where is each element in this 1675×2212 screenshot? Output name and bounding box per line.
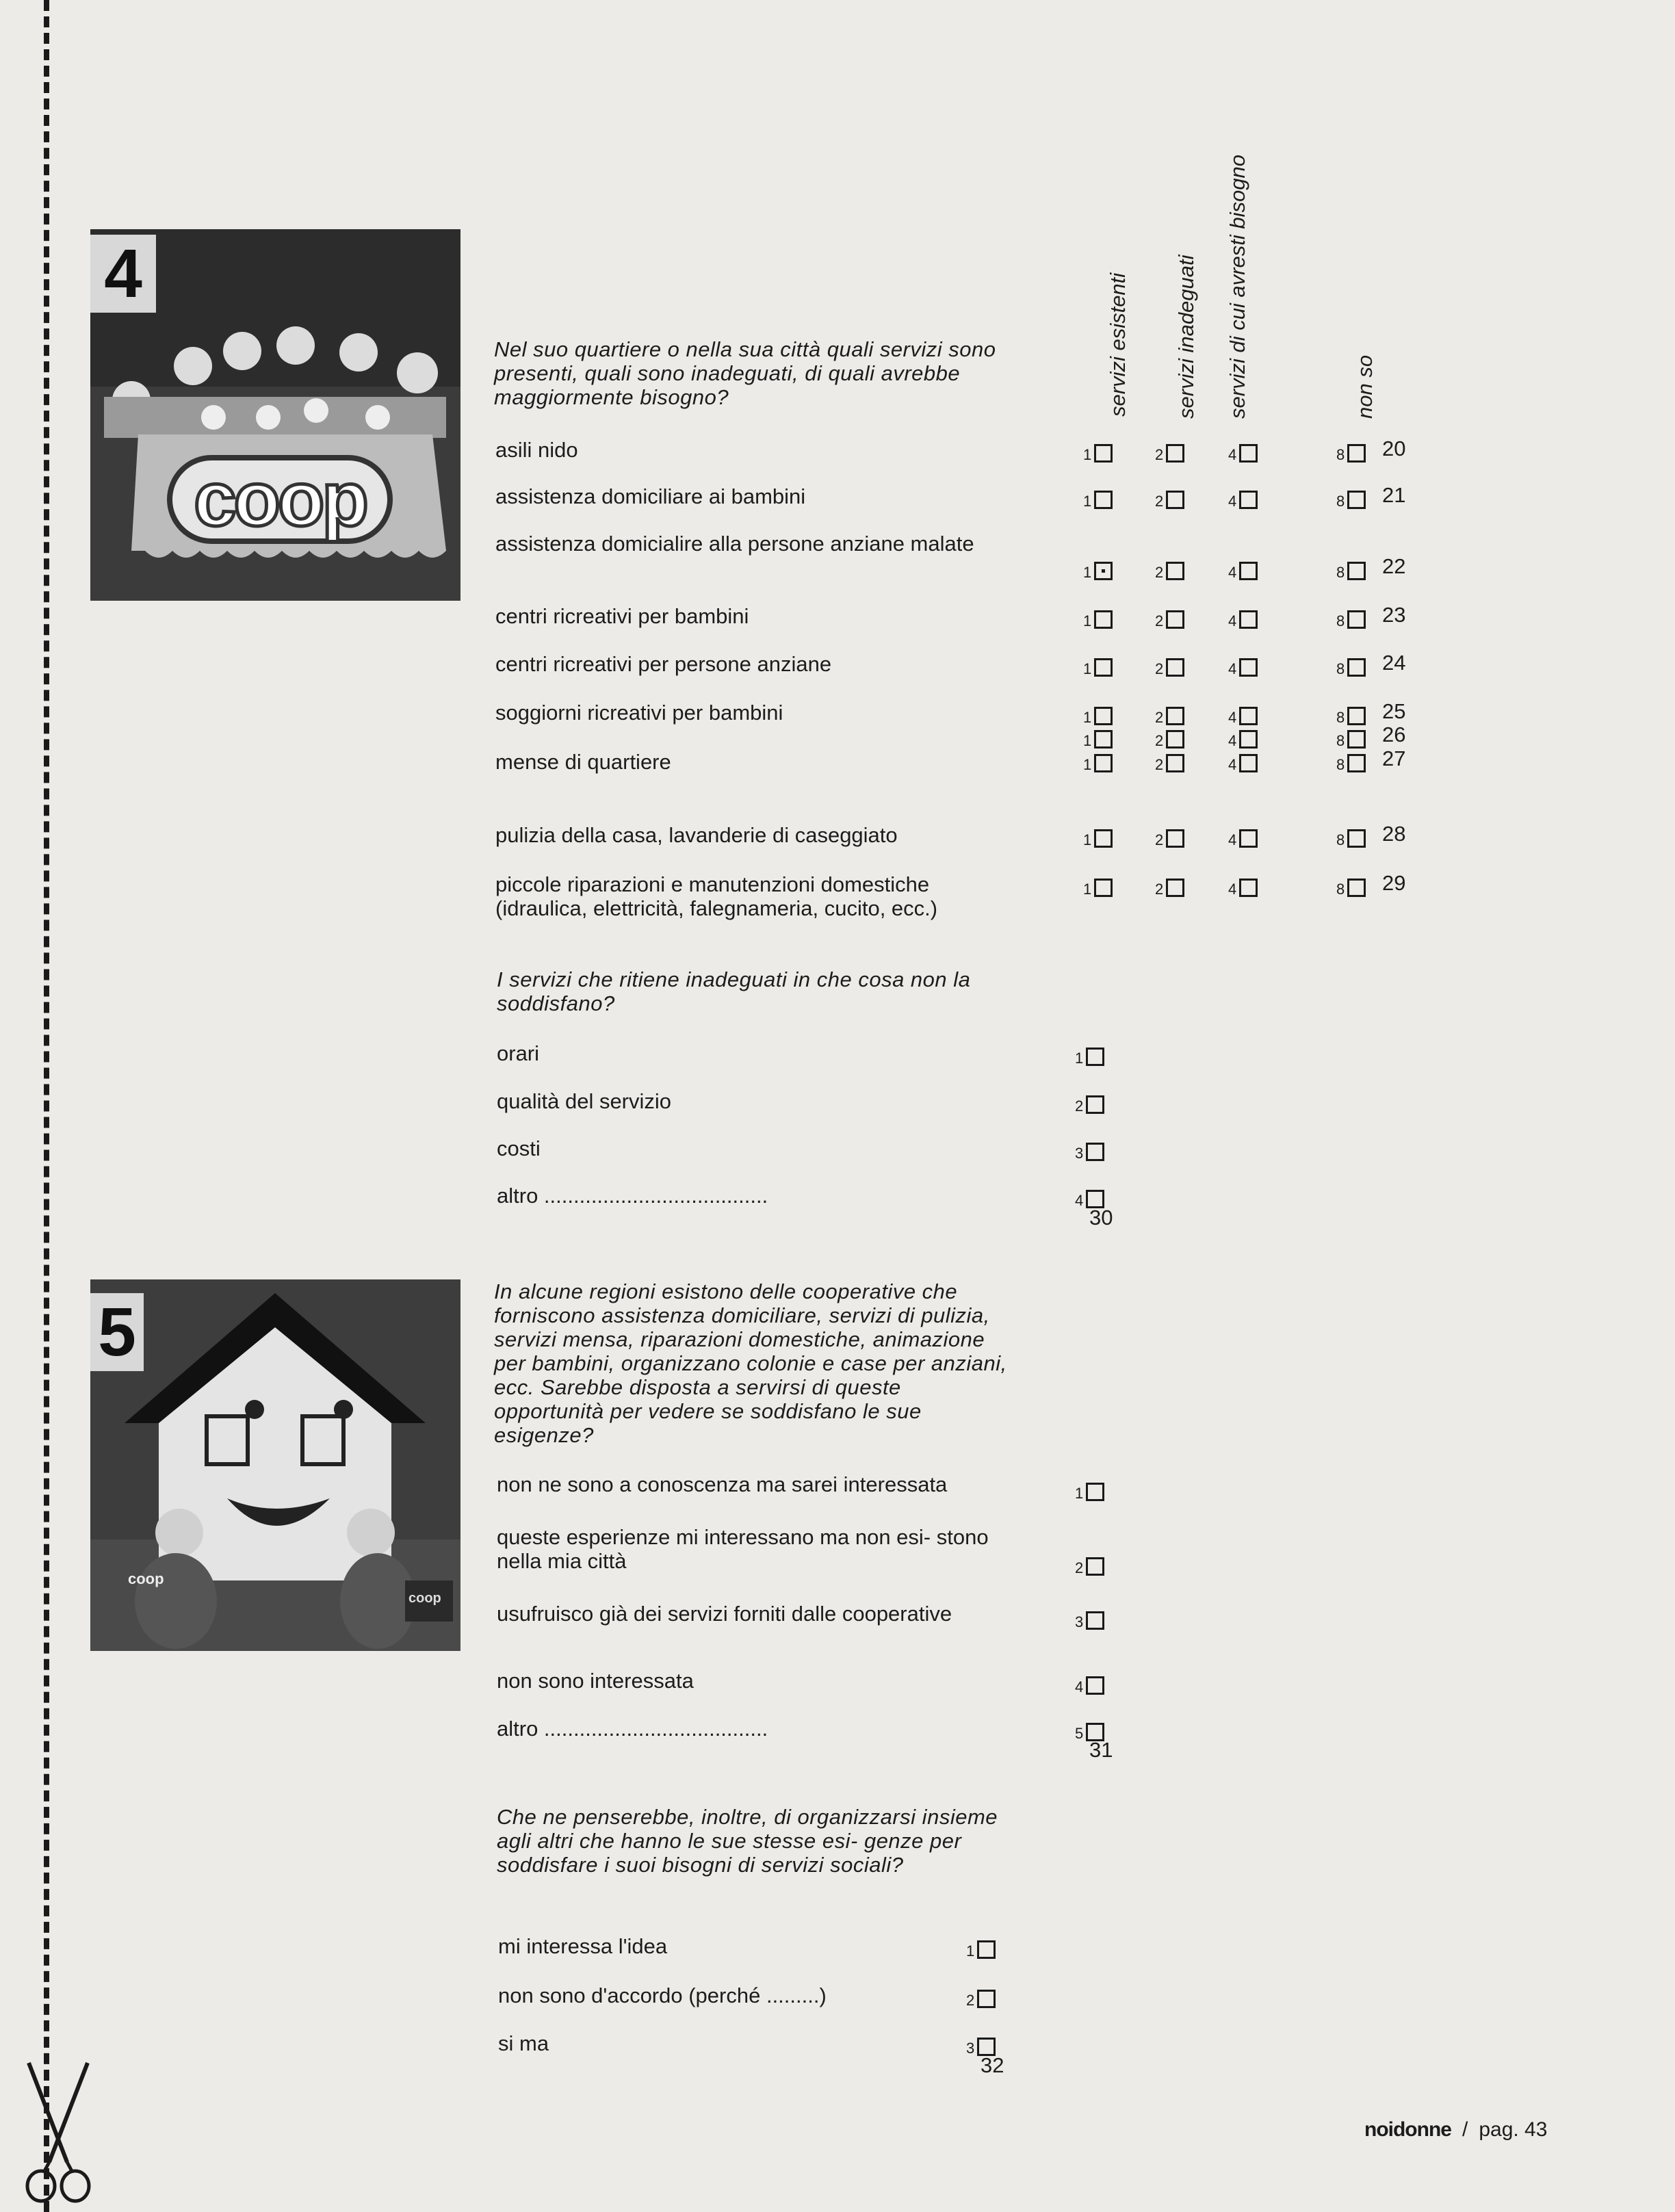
row-28-checkbox-1[interactable] <box>1083 823 1113 848</box>
checkbox-square[interactable] <box>1094 730 1113 749</box>
option-number: 8 <box>1336 564 1345 581</box>
section4-illustration <box>90 229 460 601</box>
option-number: 1 <box>1083 660 1092 677</box>
checkbox-square[interactable] <box>1239 879 1258 897</box>
row-29-checkbox-2[interactable] <box>1155 872 1184 897</box>
row-label-soggiorni-bambini: soggiorni ricreativi per bambini <box>495 701 783 725</box>
row-code-28: 28 <box>1382 822 1406 846</box>
option-number: 8 <box>1336 446 1345 463</box>
row-22-checkbox-4[interactable] <box>1228 556 1258 580</box>
inadequate-checkbox-4[interactable]: 4 <box>1075 1184 1104 1208</box>
row-label-asili-nido: asili nido <box>495 438 578 462</box>
checkbox-square[interactable] <box>1094 707 1113 725</box>
checkbox-square[interactable] <box>1166 879 1184 897</box>
checkbox-square[interactable] <box>1239 658 1258 677</box>
section4-number: 4 <box>90 235 156 313</box>
option-number: 1 <box>1083 493 1092 510</box>
row-22-checkbox-8[interactable] <box>1336 556 1366 580</box>
checkbox-square[interactable] <box>1347 707 1366 725</box>
checkbox-square[interactable] <box>1239 562 1258 580</box>
checkbox-square[interactable] <box>1094 754 1113 772</box>
row-29-checkbox-8[interactable] <box>1336 872 1366 897</box>
row-code-25: 25 <box>1382 699 1406 723</box>
option-number: 4 <box>1228 732 1237 749</box>
row-code-23: 23 <box>1382 603 1406 627</box>
checkbox-square[interactable] <box>1347 562 1366 580</box>
option-number: 1 <box>1083 709 1092 726</box>
option-number: 8 <box>1336 709 1345 726</box>
row-23-checkbox-4[interactable] <box>1228 604 1258 629</box>
header-servizi-esistenti: servizi esistenti <box>1106 272 1130 417</box>
row-20-checkbox-4[interactable] <box>1228 438 1258 463</box>
organize-code: 32 <box>981 2053 1004 2077</box>
section5-checkbox-5[interactable]: 5 <box>1075 1717 1104 1741</box>
option-number: 8 <box>1336 831 1345 848</box>
inadequate-costi: costi <box>497 1136 541 1160</box>
section5-question: In alcune regioni esistono delle cooperative che forniscono assistenza domiciliare, servizi di pulizia, servizi mensa, riparazioni domestiche, animazione per bambini, organizzano colonie e case per anziani, ecc. Sarebbe disposta a servirsi di queste opportunità per vedere se soddisfano le sue esigenze? <box>494 1279 1007 1447</box>
organize-question: Che ne penserebbe, inoltre, di organizzarsi insieme agli altri che hanno le sue stesse esi- genze per soddisfare i suoi bisogni di servizi sociali? <box>497 1805 998 1877</box>
section5-number: 5 <box>90 1293 144 1371</box>
row-24-checkbox-8[interactable] <box>1336 652 1366 677</box>
option-number: 2 <box>1155 493 1164 510</box>
checkbox-square[interactable] <box>1347 491 1366 509</box>
checkbox-square[interactable] <box>1166 491 1184 509</box>
option-number: 4 <box>1228 881 1237 898</box>
row-27-checkbox-4[interactable] <box>1228 748 1258 772</box>
inadequate-checkbox-2[interactable]: 2 <box>1075 1089 1104 1114</box>
option-number: 4 <box>1228 612 1237 629</box>
row-label-centri-bambini: centri ricreativi per bambini <box>495 604 749 628</box>
checkbox-square[interactable] <box>1166 562 1184 580</box>
checkbox-square[interactable] <box>1094 562 1113 580</box>
section4-question: Nel suo quartiere o nella sua città quali servizi sono presenti, quali sono inadeguati, di quali avrebbe maggiormente bisogno? <box>494 337 996 409</box>
row-21-checkbox-4[interactable] <box>1228 484 1258 509</box>
row-label-mense: mense di quartiere <box>495 750 671 774</box>
row-23-checkbox-1[interactable] <box>1083 604 1113 629</box>
checkbox-square[interactable] <box>1166 658 1184 677</box>
section5-checkbox-1[interactable]: 1 <box>1075 1476 1104 1501</box>
checkbox-square[interactable] <box>1347 444 1366 463</box>
row-22-checkbox-1[interactable] <box>1083 556 1113 580</box>
option-number: 2 <box>1155 732 1164 749</box>
section5-code: 31 <box>1089 1738 1113 1762</box>
footer-brand: noidonne <box>1364 2118 1451 2141</box>
organize-option-3: si ma <box>498 2031 549 2055</box>
row-24-checkbox-2[interactable] <box>1155 652 1184 677</box>
checkbox-square[interactable] <box>1094 658 1113 677</box>
checkbox-square[interactable] <box>1347 730 1366 749</box>
row-27-checkbox-2[interactable] <box>1155 748 1184 772</box>
row-label-riparazioni: piccole riparazioni e manutenzioni domestiche (idraulica, elettricità, falegnameria, cucito, ecc.) <box>495 872 938 920</box>
row-23-checkbox-2[interactable] <box>1155 604 1184 629</box>
option-number: 1 <box>1083 564 1092 581</box>
row-21-checkbox-1[interactable] <box>1083 484 1113 509</box>
row-code-24: 24 <box>1382 651 1406 675</box>
row-28-checkbox-2[interactable] <box>1155 823 1184 848</box>
section5-option-4: non sono interessata <box>497 1669 694 1693</box>
option-number: 4 <box>1228 660 1237 677</box>
option-number: 4 <box>1228 756 1237 773</box>
row-label-assistenza-anziani: assistenza domicialire alla persone anziane malate <box>495 532 974 556</box>
row-26-checkbox-1[interactable] <box>1083 724 1113 749</box>
option-number: 2 <box>1155 564 1164 581</box>
row-29-checkbox-4[interactable] <box>1228 872 1258 897</box>
row-28-checkbox-4[interactable] <box>1228 823 1258 848</box>
row-label-assistenza-bambini: assistenza domiciliare ai bambini <box>495 484 806 508</box>
option-number: 2 <box>1155 660 1164 677</box>
row-code-29: 29 <box>1382 871 1406 895</box>
row-21-checkbox-2[interactable] <box>1155 484 1184 509</box>
inadequate-qualita: qualità del servizio <box>497 1089 672 1113</box>
option-number: 2 <box>1155 831 1164 848</box>
row-22-checkbox-2[interactable] <box>1155 556 1184 580</box>
option-number: 1 <box>1083 446 1092 463</box>
option-number: 4 <box>1228 446 1237 463</box>
option-number: 2 <box>1155 756 1164 773</box>
organize-checkbox-2[interactable]: 2 <box>966 1983 996 2008</box>
option-number: 2 <box>1155 709 1164 726</box>
row-25-checkbox-4[interactable] <box>1228 701 1258 725</box>
row-24-checkbox-1[interactable] <box>1083 652 1113 677</box>
checkbox-square[interactable] <box>1347 610 1366 629</box>
checkbox-square[interactable] <box>1347 658 1366 677</box>
option-number: 2 <box>1155 612 1164 629</box>
row-27-checkbox-1[interactable] <box>1083 748 1113 772</box>
checkbox-square[interactable] <box>1094 491 1113 509</box>
checkbox-square[interactable] <box>1347 829 1366 848</box>
option-number: 8 <box>1336 493 1345 510</box>
option-number: 4 <box>1228 831 1237 848</box>
section5-illustration <box>90 1279 460 1651</box>
section5-option-5: altro ...................................... <box>497 1717 768 1741</box>
coop-logo <box>167 455 393 544</box>
checkbox-square[interactable] <box>1166 444 1184 463</box>
option-number: 1 <box>1083 756 1092 773</box>
checkbox-square[interactable] <box>1166 707 1184 725</box>
option-number: 1 <box>1083 881 1092 898</box>
option-number: 8 <box>1336 660 1345 677</box>
section5-checkbox-3[interactable]: 3 <box>1075 1605 1104 1630</box>
row-20-checkbox-8[interactable] <box>1336 438 1366 463</box>
row-29-checkbox-1[interactable] <box>1083 872 1113 897</box>
row-20-checkbox-2[interactable] <box>1155 438 1184 463</box>
inadequate-altro: altro ...................................... <box>497 1184 768 1208</box>
checkbox-square[interactable] <box>1094 444 1113 463</box>
option-number: 8 <box>1336 612 1345 629</box>
option-number: 4 <box>1228 564 1237 581</box>
row-code-20: 20 <box>1382 437 1406 460</box>
row-26-checkbox-8[interactable] <box>1336 724 1366 749</box>
checkbox-square[interactable] <box>1094 829 1113 848</box>
section5-option-2: queste esperienze mi interessano ma non esi- stono nella mia città <box>497 1525 989 1573</box>
row-code-21: 21 <box>1382 483 1406 507</box>
header-servizi-bisogno: servizi di cui avresti bisogno <box>1225 155 1249 419</box>
row-26-checkbox-4[interactable] <box>1228 724 1258 749</box>
section5-option-1: non ne sono a conoscenza ma sarei interessata <box>497 1472 948 1496</box>
row-25-checkbox-8[interactable] <box>1336 701 1366 725</box>
checkbox-square[interactable] <box>1239 707 1258 725</box>
checkbox-square[interactable] <box>1239 829 1258 848</box>
checkbox-square[interactable] <box>1094 879 1113 897</box>
coop-bag-text: coop <box>408 1591 441 1606</box>
checkbox-square[interactable] <box>1347 754 1366 772</box>
checkbox-square[interactable] <box>1239 610 1258 629</box>
option-number: 1 <box>1083 612 1092 629</box>
organize-option-2: non sono d'accordo (perché .........) <box>498 1983 827 2007</box>
inadequate-code: 30 <box>1089 1206 1113 1229</box>
coop-shirt-text: coop <box>128 1570 164 1587</box>
organize-checkbox-3[interactable]: 3 <box>966 2031 996 2056</box>
option-number: 2 <box>1155 446 1164 463</box>
organize-option-1: mi interessa l'idea <box>498 1934 668 1958</box>
checkbox-square[interactable] <box>1166 610 1184 629</box>
option-number: 8 <box>1336 756 1345 773</box>
row-label-pulizia: pulizia della casa, lavanderie di caseggiato <box>495 823 898 847</box>
header-servizi-inadeguati: servizi inadeguati <box>1174 255 1198 419</box>
checkbox-square[interactable] <box>1094 610 1113 629</box>
scissors-icon <box>21 2059 96 2207</box>
coop-logo-text: coop <box>194 456 366 542</box>
checkbox-square[interactable] <box>1239 491 1258 509</box>
checkbox-square[interactable] <box>1239 754 1258 772</box>
row-25-checkbox-2[interactable] <box>1155 701 1184 725</box>
inadequate-orari: orari <box>497 1041 540 1065</box>
header-non-so: non so <box>1353 354 1377 419</box>
row-21-checkbox-8[interactable] <box>1336 484 1366 509</box>
row-23-checkbox-8[interactable] <box>1336 604 1366 629</box>
row-28-checkbox-8[interactable] <box>1336 823 1366 848</box>
option-number: 1 <box>1083 732 1092 749</box>
option-number: 2 <box>1155 881 1164 898</box>
footer <box>1364 2118 1547 2142</box>
inadequate-question: I servizi che ritiene inadeguati in che cosa non la soddisfano? <box>497 967 971 1015</box>
row-code-27: 27 <box>1382 746 1406 770</box>
option-number: 8 <box>1336 732 1345 749</box>
row-24-checkbox-4[interactable] <box>1228 652 1258 677</box>
row-code-22: 22 <box>1382 554 1406 578</box>
footer-page-number: pag. 43 <box>1479 2118 1548 2141</box>
row-code-26: 26 <box>1382 723 1406 746</box>
section5-checkbox-4[interactable]: 4 <box>1075 1670 1104 1695</box>
checkbox-square[interactable] <box>1166 730 1184 749</box>
section5-option-3: usufruisco già dei servizi forniti dalle cooperative <box>497 1602 952 1626</box>
checkbox-square[interactable] <box>1347 879 1366 897</box>
footer-separator: / <box>1462 2118 1468 2141</box>
option-number: 4 <box>1228 493 1237 510</box>
row-26-checkbox-2[interactable] <box>1155 724 1184 749</box>
checkbox-square[interactable] <box>1239 444 1258 463</box>
option-number: 8 <box>1336 881 1345 898</box>
checkbox-square[interactable] <box>1166 754 1184 772</box>
option-number: 1 <box>1083 831 1092 848</box>
checkbox-square[interactable] <box>1239 730 1258 749</box>
inadequate-checkbox-1[interactable]: 1 <box>1075 1041 1104 1066</box>
section5-checkbox-2[interactable]: 2 <box>1075 1551 1104 1576</box>
checkbox-square[interactable] <box>1166 829 1184 848</box>
row-label-centri-anziani: centri ricreativi per persone anziane <box>495 652 832 676</box>
row-20-checkbox-1[interactable] <box>1083 438 1113 463</box>
option-number: 4 <box>1228 709 1237 726</box>
organize-checkbox-1[interactable]: 1 <box>966 1934 996 1959</box>
row-25-checkbox-1[interactable] <box>1083 701 1113 725</box>
cut-line <box>44 0 49 2212</box>
row-27-checkbox-8[interactable] <box>1336 748 1366 772</box>
inadequate-checkbox-3[interactable]: 3 <box>1075 1136 1104 1161</box>
